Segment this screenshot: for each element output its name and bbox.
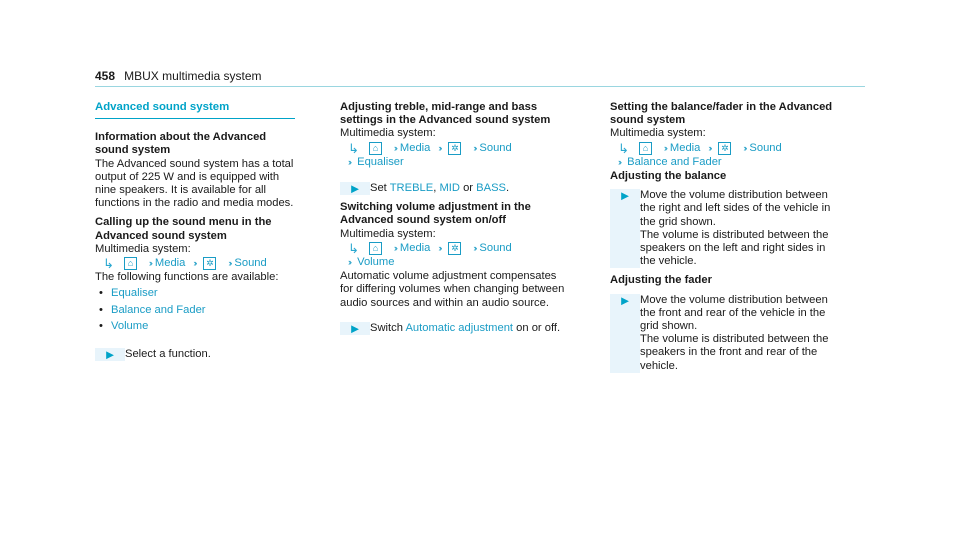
path-sound[interactable]: Sound — [479, 141, 512, 154]
function-list — [95, 287, 295, 333]
action-step — [610, 294, 835, 373]
chevron-double-icon: ›› — [663, 142, 666, 153]
settings-icon: ✲ — [448, 242, 461, 255]
action-text: Select a function. — [125, 348, 211, 361]
action-arrow-icon: ► — [618, 188, 632, 204]
chevron-double-icon: ›› — [618, 156, 620, 167]
home-icon: ⌂ — [639, 142, 652, 155]
heading-switching-volume: Switching volume adjustment in the Advanced sound system on/off — [340, 201, 531, 227]
chevron-double-icon: ›› — [438, 142, 441, 153]
settings-icon: ✲ — [448, 142, 461, 155]
nav-path — [340, 142, 570, 155]
fader-instruction: Move the volume distribution between the front and rear of the vehicle in the grid shown. — [640, 293, 828, 333]
nav-path-tail — [340, 256, 570, 269]
action-step — [340, 322, 570, 335]
action-text — [640, 294, 835, 373]
page-number: 458 — [95, 69, 116, 83]
path-balance-fader[interactable]: Balance and Fader — [627, 155, 722, 168]
home-icon: ⌂ — [124, 257, 137, 270]
nav-path — [340, 242, 570, 255]
list-item — [99, 287, 295, 300]
balance-result: The volume is distributed between the speakers on the left and right sides in the vehicle. — [640, 228, 829, 268]
list-item — [99, 320, 295, 333]
action-text — [370, 322, 570, 335]
enter-arrow-icon: ↳ — [348, 240, 359, 256]
multimedia-label: Multimedia system: — [340, 227, 436, 240]
chevron-double-icon: ›› — [743, 142, 746, 153]
nav-path — [610, 142, 835, 155]
chevron-double-icon: ›› — [393, 242, 396, 253]
action-arrow-icon: ► — [618, 292, 632, 308]
chevron-double-icon: ›› — [148, 258, 151, 269]
nav-path-tail — [610, 156, 835, 169]
list-item — [99, 304, 295, 317]
balance-instruction: Move the volume distribution between the right and left sides of the vehicle in the grid shown. — [640, 189, 831, 228]
item-volume[interactable]: Volume — [111, 319, 149, 332]
period: . — [506, 182, 510, 195]
nav-path-tail — [340, 156, 570, 169]
settings-icon: ✲ — [203, 257, 216, 270]
action-text — [640, 189, 835, 268]
nav-path — [95, 257, 295, 270]
bullet-icon: • — [99, 303, 103, 316]
heading-treble: Adjusting treble, mid-range and bass settings in the Advanced sound system — [340, 101, 551, 127]
chevron-double-icon: ›› — [348, 257, 350, 268]
option-treble[interactable]: TREBLE — [389, 182, 434, 195]
path-media[interactable]: Media — [399, 141, 431, 154]
option-bass[interactable]: BASS — [476, 182, 506, 195]
heading-balance-fader: Setting the balance/fader in the Advanced sound system — [610, 101, 833, 127]
or-word: or — [463, 182, 474, 195]
home-icon: ⌂ — [369, 142, 382, 155]
column-3 — [610, 101, 835, 373]
multimedia-label: Multimedia system: — [340, 127, 436, 140]
on-off-text: on or off. — [516, 321, 561, 334]
chevron-double-icon: ›› — [348, 156, 350, 167]
heading-adjust-balance: Adjusting the balance — [610, 170, 727, 183]
path-sound[interactable]: Sound — [234, 257, 267, 270]
settings-icon: ✲ — [718, 142, 731, 155]
home-icon: ⌂ — [369, 242, 382, 255]
action-arrow-icon: ► — [103, 347, 117, 363]
path-sound[interactable]: Sound — [479, 241, 512, 254]
enter-arrow-icon: ↳ — [103, 256, 114, 272]
column-2 — [340, 101, 570, 335]
set-word: Set — [370, 182, 387, 195]
chevron-double-icon: ›› — [473, 242, 476, 253]
action-step — [610, 189, 835, 268]
switch-word: Switch — [370, 321, 403, 334]
heading-info: Information about the Advanced sound system — [95, 131, 267, 157]
chevron-double-icon: ›› — [708, 142, 711, 153]
path-media[interactable]: Media — [154, 257, 186, 270]
path-volume[interactable]: Volume — [357, 256, 395, 269]
auto-volume-paragraph: Automatic volume adjustment compensates for differing volumes when changing between audio sources and within an audio source. — [340, 270, 565, 309]
enter-arrow-icon: ↳ — [618, 140, 629, 156]
functions-intro: The following functions are available: — [95, 271, 279, 284]
fader-result: The volume is distributed between the speakers in the front and rear of the vehicle. — [640, 333, 829, 372]
chevron-double-icon: ›› — [393, 142, 396, 153]
multimedia-label: Multimedia system: — [95, 242, 191, 255]
section-title: Advanced sound system — [95, 101, 295, 119]
chevron-double-icon: ›› — [473, 142, 476, 153]
action-arrow-icon: ► — [348, 320, 362, 336]
item-equaliser[interactable]: Equaliser — [111, 287, 158, 300]
header-divider — [95, 86, 865, 87]
column-1 — [95, 101, 295, 361]
bullet-icon: • — [99, 287, 103, 300]
chevron-double-icon: ›› — [228, 258, 231, 269]
path-media[interactable]: Media — [399, 241, 431, 254]
heading-calling-up: Calling up the sound menu in the Advanced sound system — [95, 216, 272, 242]
chevron-double-icon: ›› — [193, 258, 196, 269]
chevron-double-icon: ›› — [438, 242, 441, 253]
page-header — [95, 70, 865, 84]
enter-arrow-icon: ↳ — [348, 140, 359, 156]
path-sound[interactable]: Sound — [749, 141, 782, 154]
action-text — [370, 182, 570, 195]
item-balance-fader[interactable]: Balance and Fader — [111, 303, 206, 316]
info-paragraph: The Advanced sound system has a total output of 225 W and is equipped with nine speakers. It is available for all functions in the radio and media modes. — [95, 157, 294, 210]
page-header-title: MBUX multimedia system — [124, 69, 262, 83]
heading-adjust-fader: Adjusting the fader — [610, 274, 712, 287]
action-arrow-icon: ► — [348, 181, 362, 197]
path-equaliser[interactable]: Equaliser — [357, 155, 404, 168]
multimedia-label: Multimedia system: — [610, 127, 706, 140]
option-mid[interactable]: MID — [439, 182, 460, 195]
automatic-adjustment-link[interactable]: Automatic adjustment — [405, 321, 514, 334]
comma: , — [433, 182, 437, 195]
path-media[interactable]: Media — [669, 141, 701, 154]
bullet-icon: • — [99, 319, 103, 332]
action-step — [340, 182, 570, 195]
action-step — [95, 348, 295, 361]
